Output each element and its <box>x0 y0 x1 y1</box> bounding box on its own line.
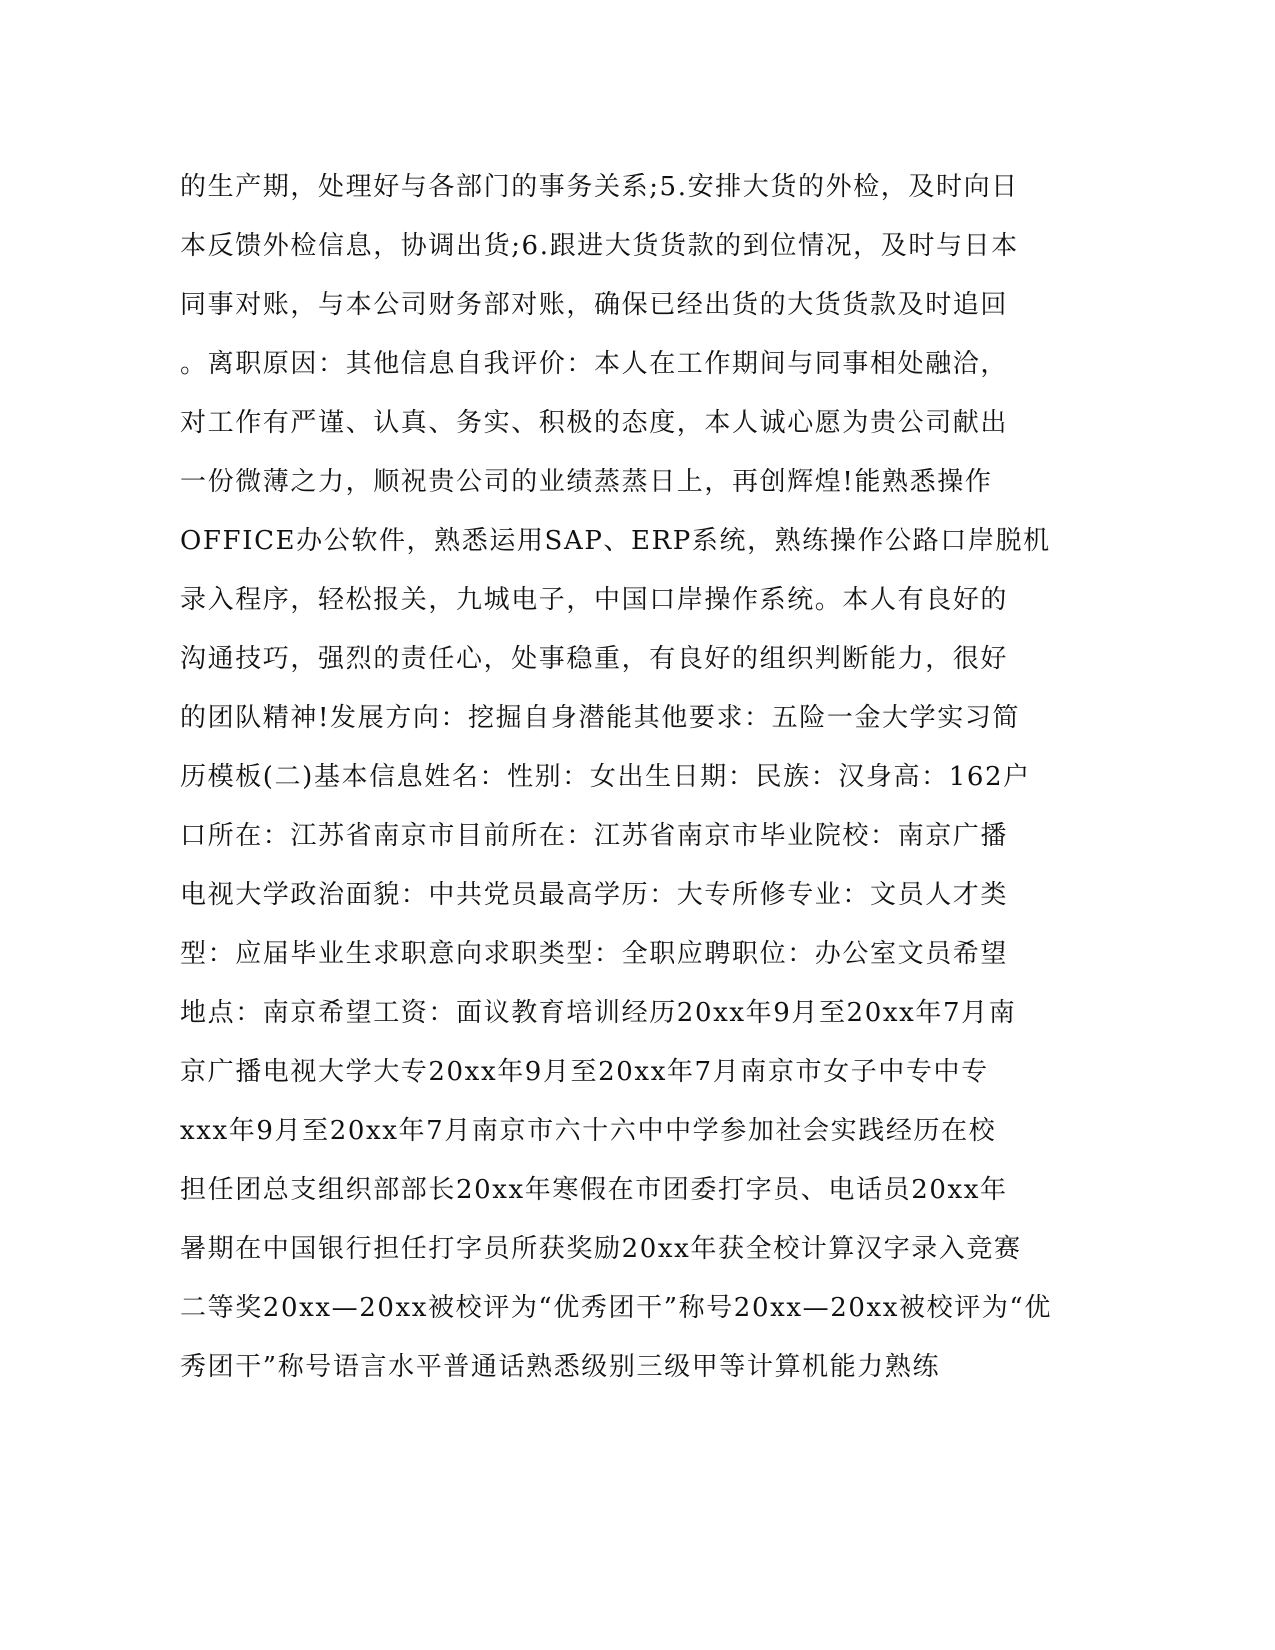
text-line: 对工作有严谨、认真、务实、积极的态度，本人诚心愿为贵公司献出 <box>180 408 1009 438</box>
text-line: 京广播电视大学大专20xx年9月至20xx年7月南京市女子中专中专 <box>180 1057 989 1087</box>
text-line: 录入程序，轻松报关，九城电子，中国口岸操作系统。本人有良好的 <box>180 585 1009 615</box>
text-line: 担任团总支组织部部长20xx年寒假在市团委打字员、电话员20xx年 <box>180 1175 1008 1205</box>
text-line: 电视大学政治面貌：中共党员最高学历：大专所修专业：文员人才类 <box>180 880 1009 910</box>
text-line: OFFICE办公软件，熟悉运用SAP、ERP系统，熟练操作公路口岸脱机 <box>180 526 1051 556</box>
text-line: 的团队精神!发展方向：挖掘自身潜能其他要求：五险一金大学实习简 <box>180 703 1021 733</box>
text-line: 地点：南京希望工资：面议教育培训经历20xx年9月至20xx年7月南 <box>180 998 1017 1028</box>
text-line: xxx年9月至20xx年7月南京市六十六中中学参加社会实践经历在校 <box>180 1116 997 1146</box>
text-line: 的生产期，处理好与各部门的事务关系;5.安排大货的外检，及时向日 <box>180 172 1019 202</box>
text-line: 沟通技巧，强烈的责任心，处事稳重，有良好的组织判断能力，很好 <box>180 644 1009 674</box>
text-line: 暑期在中国银行担任打字员所获奖励20xx年获全校计算汉字录入竞赛 <box>180 1234 1022 1264</box>
text-line: 型：应届毕业生求职意向求职类型：全职应聘职位：办公室文员希望 <box>180 939 1009 969</box>
text-line: 二等奖20xx—20xx被校评为“优秀团干”称号20xx—20xx被校评为“优 <box>180 1293 1052 1323</box>
text-line: 秀团干”称号语言水平普通话熟悉级别三级甲等计算机能力熟练 <box>180 1352 941 1382</box>
text-line: 本反馈外检信息，协调出货;6.跟进大货货款的到位情况，及时与日本 <box>180 231 1019 261</box>
text-line: 历模板(二)基本信息姓名：性别：女出生日期：民族：汉身高：162户 <box>180 762 1031 792</box>
text-line: 口所在：江苏省南京市目前所在：江苏省南京市毕业院校：南京广播 <box>180 821 1009 851</box>
body-text <box>180 158 1050 1397</box>
text-line: 。离职原因：其他信息自我评价：本人在工作期间与同事相处融洽， <box>180 349 1009 379</box>
text-line: 一份微薄之力，顺祝贵公司的业绩蒸蒸日上，再创辉煌!能熟悉操作 <box>180 467 993 497</box>
text-line: 同事对账，与本公司财务部对账，确保已经出货的大货货款及时追回 <box>180 290 1009 320</box>
